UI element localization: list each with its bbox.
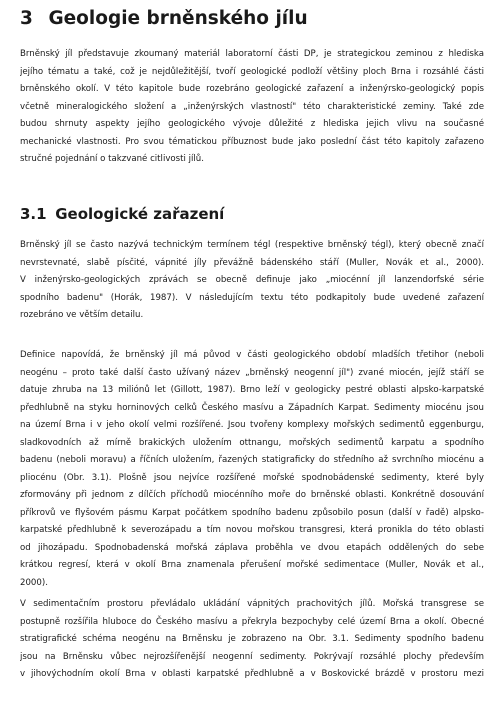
text-line: spodního badenu" (Horák, 1987). V následujícím textu této podkapitoly bude uvedené zařazení [20,292,484,303]
text-line: předhlubně na styku horninových celků Českého masívu a Západních Karpat. Sedimenty miocénu jsou [20,402,484,413]
text-line: v jihovýchodním okolí Brna v oblasti karpatské předhlubně a v Boskovické brázdě v prostoru mezi [20,669,484,679]
section-heading [20,205,224,223]
text-line: budou shrnuty aspekty jejího geologického vývoje důležité z hlediska jejich vlivu na současné [20,119,484,129]
text-line: 2000). [20,577,48,588]
text-line: od jihozápadu. Spodnobadenská mořská záplava proběhla ve dvou etapách oddělených do sebe [20,542,484,553]
text-line: postupně rozšířila hluboce do Českého masívu a překryla bezpochyby celé území Brna a okolí. Obecné [20,616,484,627]
text-line: stručné pojednání o takzvané citlivosti jílů. [20,154,204,164]
text-line: V sedimentačním prostoru převládalo ukládání vápnitých prachovitých jílů. Mořská transgrese se [20,599,484,609]
text-line: zformovány při jednom z dílčích příchodů miocénního moře do brněnské oblasti. Konkrétně dosouvání [20,490,484,500]
intro-paragraph [20,46,484,169]
text-line: nevrstevnaté, slabě písčité, vápnité jíly převážně bádenského stáří (Muller, Novák et al., 2000). [20,257,484,268]
chapter-number: 3 [20,8,33,29]
text-line: mechanické vlastnosti. Pro svou tématickou příbuznost bude jako poslední část této kapitoly zařazeno [20,136,484,147]
chapter-heading [20,8,308,29]
chapter-title: Geologie brněnského jílu [48,8,308,29]
text-line: brněnského okolí. V této kapitole bude rozebráno geologické zařazení a inženýrsko-geologický popis [20,84,484,94]
text-line: rozebráno ve větším detailu. [20,310,144,320]
text-line: V inženýrsko-geologických zprávách se obecně definuje jako „miocénní jíl lanzendorfské série [20,275,484,285]
text-line: pliocénu (Obr. 3.1). Plošně jsou nejvíce rozšířené mořské spodnobádenské sedimenty, které byly [20,472,484,483]
paragraph-1 [20,237,484,325]
text-line: stratigrafické schéma neogénu na Brněnsku je zobrazeno na Obr. 3.1. Sedimenty spodního badenu [20,634,484,644]
text-line: Definice napovídá, že brněnský jíl má původ v části geologického období mladších třetihor (neboli [20,350,484,360]
text-line: příkrovů ve flyšovém pásmu Karpat počátkem spodního badenu způsobilo posun (další v řadě) alpsko- [20,507,484,518]
text-line: Brněnský jíl se často nazývá technickým termínem tégl (respektive brněnský tégl), který obecně značí [20,240,484,250]
text-line: sladkovodních až mírně brakických uložením ottnangu, mořských sedimentů karpatu a spodního [20,437,484,448]
text-line: jsou na Brněnsku vůbec nejrozšířenější neogenní sedimenty. Pokrývají rozsáhlé plochy především [20,651,484,662]
text-line: na území Brna i v jeho okolí velmi rozšířené. Jsou tvořeny komplexy mořských sedimentů eggenburgu, [20,420,484,430]
text-line: badenu (neboli moravu) a říčních uložením, řazených statigraficky do středního až svrchního miocénu a [20,455,484,465]
text-line: jejího tématu a také, což je nejdůležitější, tvoří geologické podloží většiny ploch Brna i rozsáhlé části [20,66,484,77]
paragraph-3 [20,596,484,684]
text-line: datuje zhruba na 13 miliónů let (Gillott, 1987). Brno leží v geologicky pestré oblasti alpsko-karpatské [20,385,484,395]
text-line: krátkou regresí, která v okolí Brna znamenala přerušení mořské sedimentace (Muller, Novák et al., [20,560,484,570]
section-number: 3.1 [20,205,47,223]
text-line: neogénu – proto také další často užívaný název „brněnský neogenní jíl") zvané miocén, jejíž stáří se [20,367,484,378]
text-line: karpatské předhlubně k severozápadu a tím novou mořskou transgresi, která pronikla do této oblasti [20,525,484,535]
text-line: včetně mineralogického složení a „inženýrských vlastností" této charakteristické zeminy. Také zde [20,101,484,112]
section-title: Geologické zařazení [55,205,225,223]
text-line: Brněnský jíl představuje zkoumaný materiál laboratorní části DP, je strategickou zeminou z hlediska [20,49,484,59]
paragraph-2 [20,347,484,592]
